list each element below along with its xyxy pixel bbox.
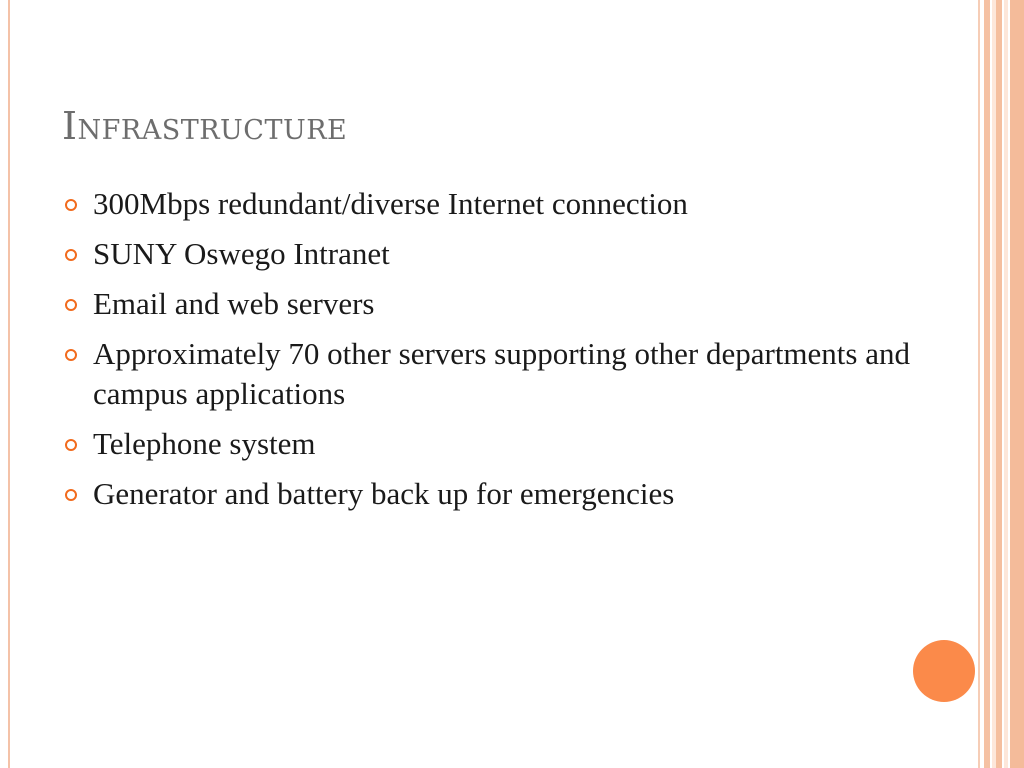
right-decor-stripe <box>984 0 990 768</box>
bullet-text: Telephone system <box>93 426 316 461</box>
bullet-marker-icon <box>65 299 77 311</box>
bullet-text: 300Mbps redundant/diverse Internet connection <box>93 186 688 221</box>
bullet-marker-icon <box>65 249 77 261</box>
bullet-marker-icon <box>65 439 77 451</box>
bullet-list <box>64 184 924 524</box>
right-decor-stripe <box>978 0 980 768</box>
bullet-item <box>64 474 924 514</box>
slide-title: Infrastructure <box>62 104 348 148</box>
bullet-item <box>64 284 924 324</box>
bullet-text: Email and web servers <box>93 286 375 321</box>
right-decor-stripe <box>996 0 1002 768</box>
bullet-item <box>64 184 924 224</box>
right-decor-stripe <box>1004 0 1008 768</box>
left-border-line <box>8 0 10 768</box>
bullet-text: Generator and battery back up for emergencies <box>93 476 675 511</box>
orange-circle-decoration-icon <box>913 640 975 702</box>
right-decor-stripe <box>1010 0 1024 768</box>
bullet-text: SUNY Oswego Intranet <box>93 236 390 271</box>
bullet-item <box>64 234 924 274</box>
bullet-text: Approximately 70 other servers supporting other departments and campus applications <box>93 336 910 411</box>
bullet-marker-icon <box>65 199 77 211</box>
bullet-item <box>64 424 924 464</box>
bullet-marker-icon <box>65 489 77 501</box>
bullet-item <box>64 334 924 414</box>
bullet-marker-icon <box>65 349 77 361</box>
